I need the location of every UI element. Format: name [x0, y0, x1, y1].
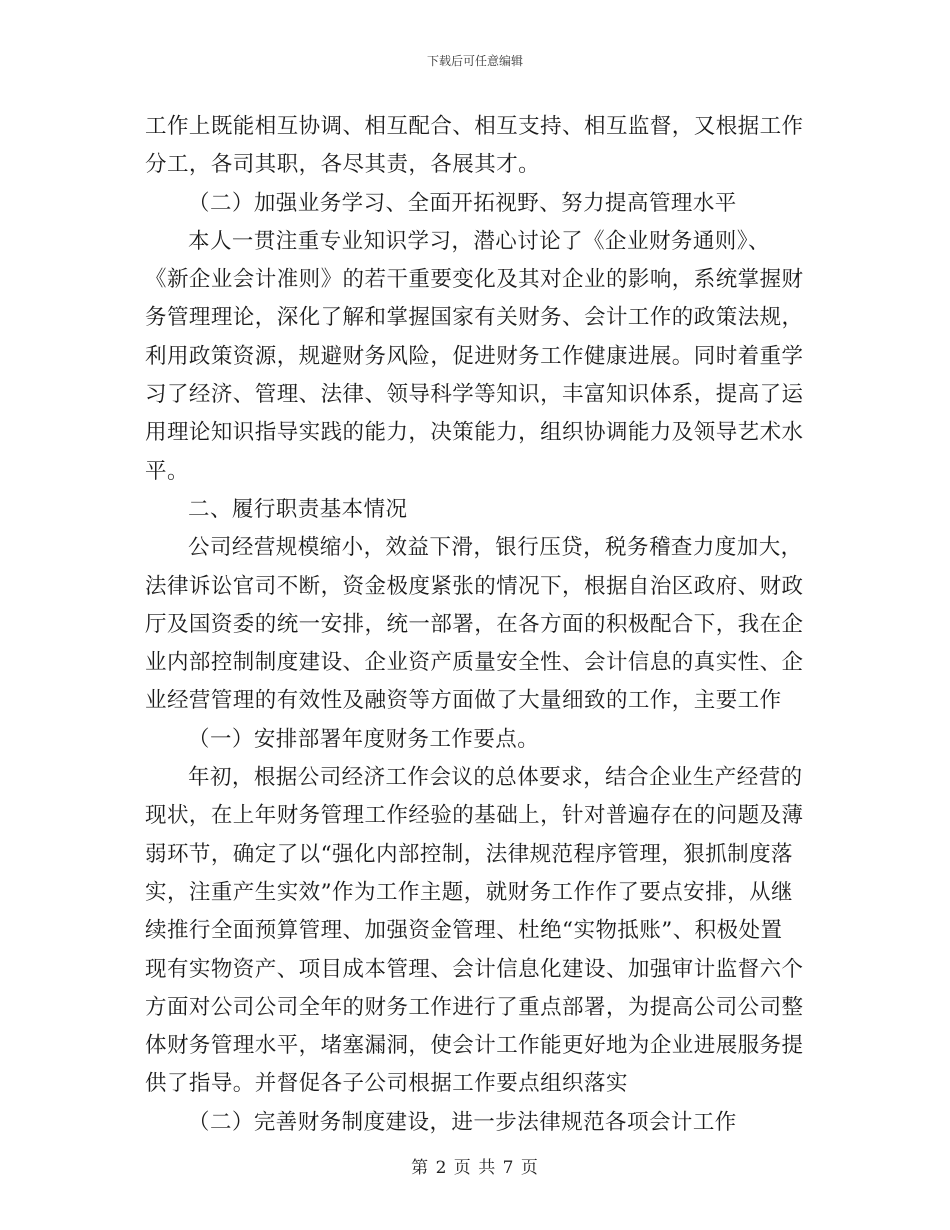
page-header: 下载后可任意编辑 — [426, 54, 523, 68]
paragraph-line: 公司经营规模缩小，效益下滑，银行压贷，税务稽查力度加大， — [188, 535, 803, 561]
document-body — [145, 108, 805, 1142]
paragraph-line: 务管理理论，深化了解和掌握国家有关财务、会计工作的政策法规， — [145, 305, 804, 331]
section-heading: 二、履行职责基本情况 — [188, 496, 408, 522]
paragraph-line: 续推行全面预算管理、加强资金管理、杜绝“实物抵账”、积极处置 — [145, 918, 783, 944]
paragraph-line: 厅及国资委的统一安排，统一部署，在各方面的积极配合下，我在企 — [145, 611, 804, 637]
page-number: 第 2 页 共 7 页 — [411, 1158, 539, 1178]
section-heading: （二）加强业务学习、全面开拓视野、努力提高管理水平 — [188, 190, 737, 216]
paragraph-line: 实，注重产生实效”作为工作主题，就财务工作作了要点安排，从继 — [145, 879, 793, 905]
paragraph-line: 现状，在上年财务管理工作经验的基础上，针对普遍存在的问题及薄 — [145, 803, 804, 829]
paragraph-line: 现有实物资产、项目成本管理、会计信息化建设、加强审计监督六个 — [145, 956, 804, 982]
paragraph-line: 平。 — [145, 458, 189, 484]
paragraph-line: 本人一贯注重专业知识学习，潜心讨论了《企业财务通则》、 — [188, 228, 770, 254]
paragraph-line: 工作上既能相互协调、相互配合、相互支持、相互监督，又根据工作 — [145, 114, 804, 139]
paragraph-line: 《新企业会计准则》的若干重要变化及其对企业的影响，系统掌握财 — [145, 267, 804, 293]
paragraph-line: 年初，根据公司经济工作会议的总体要求，结合企业生产经营的 — [188, 765, 803, 791]
paragraph-line: 方面对公司公司全年的财务工作进行了重点部署，为提高公司公司整 — [145, 994, 804, 1020]
paragraph-line: 业经营管理的有效性及融资等方面做了大量细致的工作，主要工作 — [145, 688, 782, 714]
paragraph-line: 用理论知识指导实践的能力，决策能力，组织协调能力及领导艺术水 — [145, 420, 804, 446]
paragraph-line: 业内部控制制度建设、企业资产质量安全性、会计信息的真实性、企 — [145, 650, 804, 676]
paragraph-line: 体财务管理水平，堵塞漏洞，使会计工作能更好地为企业进展服务提 — [145, 1033, 804, 1059]
paragraph-line: 供了指导。并督促各子公司根据工作要点组织落实 — [145, 1071, 628, 1097]
section-heading: （一）安排部署年度财务工作要点。 — [188, 726, 540, 752]
paragraph-line: 法律诉讼官司不断，资金极度紧张的情况下，根据自治区政府、财政 — [145, 573, 804, 599]
paragraph-line: 习了经济、管理、法律、领导科学等知识，丰富知识体系，提高了运 — [145, 382, 804, 408]
section-heading: （二）完善财务制度建设，进一步法律规范各项会计工作 — [188, 1109, 737, 1135]
paragraph-line: 利用政策资源，规避财务风险，促进财务工作健康进展。同时着重学 — [145, 343, 804, 369]
paragraph-line: 分工，各司其职，各尽其责，各展其才。 — [145, 152, 541, 178]
paragraph-line: 弱环节，确定了以“强化内部控制，法律规范程序管理，狠抓制度落 — [145, 841, 793, 867]
